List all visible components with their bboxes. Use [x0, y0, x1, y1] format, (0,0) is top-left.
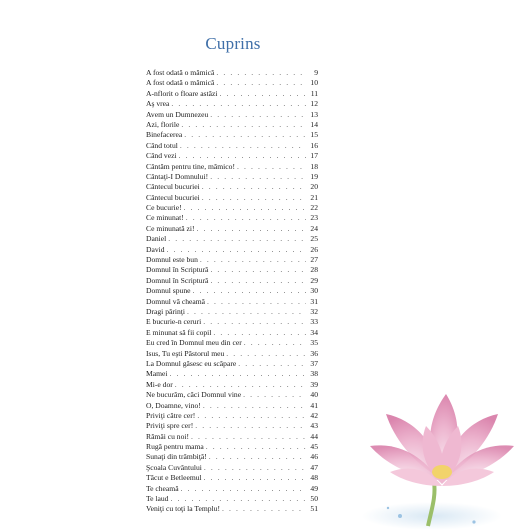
toc-entry — [146, 494, 318, 504]
toc-entry-title: Isus, Tu eşti Păstorul meu — [146, 348, 225, 358]
toc-entry — [146, 276, 318, 286]
flower-center — [432, 465, 452, 479]
dot-leader — [186, 213, 306, 223]
toc-entry-title: E bucurie-n ceruri — [146, 317, 202, 327]
toc-entry-page-number: 9 — [314, 68, 318, 77]
dot-leader — [226, 349, 306, 359]
toc-entry-page-number: 28 — [310, 265, 318, 275]
toc-entry-page-number: 10 — [310, 78, 318, 88]
toc-entry-page-number: 31 — [310, 296, 318, 306]
dot-leader — [197, 411, 306, 421]
toc-entry-title: Veniţi cu toţi la Templu! — [146, 504, 220, 514]
toc-entry-title: Când vezi — [146, 151, 177, 161]
toc-entry — [146, 234, 318, 244]
toc-entry — [146, 390, 318, 400]
toc-entry-title: Priviţi către cer! — [146, 410, 196, 420]
dot-leader — [179, 151, 306, 161]
toc-entry-title: Domnul spune — [146, 286, 191, 296]
dot-leader — [171, 99, 306, 109]
toc-entry — [146, 193, 318, 203]
toc-entry-title: Daniel — [146, 234, 167, 244]
dot-leader — [204, 473, 306, 483]
dot-leader — [207, 297, 306, 307]
toc-entry-page-number: 47 — [310, 462, 318, 472]
dot-leader — [195, 421, 306, 431]
dot-leader — [222, 504, 306, 514]
toc-entry-page-number: 51 — [310, 504, 318, 514]
toc-entry-title: A fost odată o mămică — [146, 68, 215, 77]
toc-entry-title: Cântăm pentru tine, mămico! — [146, 161, 235, 171]
dot-leader — [167, 245, 306, 255]
toc-entry-page-number: 24 — [310, 223, 318, 233]
toc-entry-title: Domnul în Scriptură — [146, 265, 209, 275]
toc-entry-page-number: 22 — [310, 203, 318, 213]
toc-entry — [146, 401, 318, 411]
toc-entry — [146, 380, 318, 390]
dot-leader — [213, 328, 306, 338]
toc-entry-title: Ce minunată zi! — [146, 223, 195, 233]
toc-entry — [146, 432, 318, 442]
dot-leader — [210, 110, 306, 120]
toc-entry-title: David — [146, 244, 165, 254]
toc-entry — [146, 141, 318, 151]
toc-entry-page-number: 30 — [310, 286, 318, 296]
toc-entry-page-number: 37 — [310, 358, 318, 368]
dot-leader — [184, 203, 306, 213]
toc-entry-page-number: 46 — [310, 452, 318, 462]
toc-entry — [146, 349, 318, 359]
dot-leader — [204, 463, 306, 473]
toc-entry — [146, 162, 318, 172]
toc-entry — [146, 504, 318, 514]
toc-entry — [146, 213, 318, 223]
toc-entry-page-number: 13 — [310, 109, 318, 119]
toc-entry-title: Cântecul bucuriei — [146, 182, 200, 192]
toc-entry-page-number: 27 — [310, 255, 318, 265]
toc-entry-page-number: 42 — [310, 410, 318, 420]
dot-leader — [181, 484, 306, 494]
toc-entry — [146, 203, 318, 213]
toc-entry-page-number: 14 — [310, 119, 318, 129]
toc-entry-title: Rugă pentru mama — [146, 442, 204, 452]
dot-leader — [244, 338, 306, 348]
toc-entry-title: Priviţi spre cer! — [146, 421, 194, 431]
toc-entry-title: Când totul — [146, 140, 178, 150]
toc-entry-title: A fost odată o mămică — [146, 78, 215, 88]
toc-entry-title: Cântaţi-I Domnului! — [146, 171, 209, 181]
dot-leader — [219, 89, 306, 99]
toc-entry — [146, 172, 318, 182]
toc-entry-page-number: 45 — [310, 442, 318, 452]
toc-entry-title: Domnul în Scriptură — [146, 275, 209, 285]
dot-leader — [206, 442, 306, 452]
toc-entry — [146, 484, 318, 494]
toc-entry-title: Ce bucurie! — [146, 203, 182, 213]
dot-leader — [203, 317, 306, 327]
toc-entry-title: Te cheamă — [146, 483, 179, 493]
toc-entry — [146, 224, 318, 234]
toc-entry-page-number: 23 — [310, 213, 318, 223]
toc-entry — [146, 255, 318, 265]
toc-entry-title: Eu cred în Domnul meu din cer — [146, 338, 242, 348]
toc-entry-title: Ce minunat! — [146, 213, 184, 223]
toc-entry-title: Domnul este bun — [146, 255, 198, 265]
toc-entry-page-number: 12 — [310, 99, 318, 109]
dot-leader — [197, 224, 307, 234]
dot-leader — [238, 359, 306, 369]
toc-entry-page-number: 16 — [310, 140, 318, 150]
dot-leader — [209, 452, 306, 462]
dot-leader — [175, 380, 306, 390]
toc-entry — [146, 110, 318, 120]
toc-entry-page-number: 43 — [310, 421, 318, 431]
table-of-contents — [146, 68, 318, 515]
toc-entry — [146, 151, 318, 161]
dot-leader — [216, 68, 306, 78]
toc-entry-page-number: 17 — [310, 151, 318, 161]
toc-entry — [146, 120, 318, 130]
dot-leader — [170, 494, 306, 504]
toc-entry — [146, 99, 318, 109]
dot-leader — [210, 276, 306, 286]
droplet — [398, 514, 402, 518]
toc-entry-page-number: 20 — [310, 182, 318, 192]
dot-leader — [210, 172, 306, 182]
toc-entry — [146, 421, 318, 431]
toc-entry — [146, 452, 318, 462]
toc-entry — [146, 307, 318, 317]
toc-entry-title: Dragi părinţi — [146, 306, 186, 316]
toc-entry-title: Avem un Dumnezeu — [146, 109, 209, 119]
toc-entry-title: Sunaţi din trâmbiţă! — [146, 452, 207, 462]
dot-leader — [237, 162, 306, 172]
toc-entry-page-number: 39 — [310, 379, 318, 389]
toc-entry-page-number: 32 — [310, 306, 318, 316]
toc-entry-title: Ne bucurăm, căci Domnul vine — [146, 390, 242, 400]
toc-entry-page-number: 29 — [310, 275, 318, 285]
toc-entry-page-number: 15 — [310, 130, 318, 140]
toc-entry-page-number: 34 — [310, 327, 318, 337]
toc-entry-title: Mamei — [146, 369, 168, 379]
toc-entry-title: Te laud — [146, 494, 169, 504]
toc-entry — [146, 297, 318, 307]
toc-entry — [146, 78, 318, 88]
dot-leader — [168, 234, 306, 244]
dot-leader — [193, 286, 306, 296]
dot-leader — [187, 307, 306, 317]
toc-entry-page-number: 35 — [310, 338, 318, 348]
dot-leader — [210, 265, 306, 275]
lotus-flower-illustration — [362, 376, 530, 530]
toc-entry-page-number: 41 — [310, 400, 318, 410]
toc-entry — [146, 338, 318, 348]
page-title: Cuprins — [205, 34, 261, 53]
dot-leader — [203, 401, 306, 411]
droplet — [472, 520, 475, 523]
droplet — [387, 507, 389, 509]
dot-leader — [191, 432, 306, 442]
toc-entry — [146, 442, 318, 452]
toc-entry-page-number: 21 — [310, 192, 318, 202]
toc-entry-title: Aş vrea — [146, 99, 170, 109]
toc-entry-page-number: 49 — [310, 483, 318, 493]
toc-entry-title: Binefacerea — [146, 130, 183, 140]
dot-leader — [170, 369, 306, 379]
toc-entry-page-number: 36 — [310, 348, 318, 358]
toc-entry — [146, 89, 318, 99]
toc-entry — [146, 411, 318, 421]
toc-entry-title: O, Doamne, vino! — [146, 400, 201, 410]
toc-entry-page-number: 26 — [310, 244, 318, 254]
dot-leader — [202, 182, 306, 192]
toc-entry-title: Şcoala Cuvântului — [146, 462, 202, 472]
toc-entry — [146, 130, 318, 140]
toc-entry-title: E minunat să fii copil — [146, 327, 212, 337]
toc-entry — [146, 369, 318, 379]
toc-entry-title: Domnul vă cheamă — [146, 296, 206, 306]
dot-leader — [184, 130, 306, 140]
dot-leader — [216, 78, 306, 88]
toc-entry — [146, 473, 318, 483]
toc-entry-page-number: 48 — [310, 473, 318, 483]
toc-entry — [146, 359, 318, 369]
dot-leader — [181, 120, 306, 130]
toc-entry-page-number: 33 — [310, 317, 318, 327]
toc-entry-page-number: 38 — [310, 369, 318, 379]
toc-entry — [146, 463, 318, 473]
toc-entry — [146, 245, 318, 255]
toc-entry — [146, 317, 318, 327]
toc-entry-page-number: 11 — [310, 88, 318, 98]
toc-entry-title: A-nflorit o floare astăzi — [146, 88, 218, 98]
dot-leader — [243, 390, 306, 400]
toc-entry — [146, 328, 318, 338]
dot-leader — [180, 141, 306, 151]
toc-entry-title: La Domnul găsesc eu scăpare — [146, 358, 237, 368]
toc-entry-page-number: 40 — [310, 390, 318, 400]
toc-entry — [146, 68, 318, 78]
toc-entry — [146, 182, 318, 192]
dot-leader — [202, 193, 306, 203]
toc-entry-title: Mi-e dor — [146, 379, 173, 389]
dot-leader — [200, 255, 306, 265]
toc-entry-title: Azi, florile — [146, 119, 180, 129]
toc-entry-page-number: 25 — [310, 234, 318, 244]
toc-entry-page-number: 44 — [310, 431, 318, 441]
toc-entry-page-number: 19 — [310, 171, 318, 181]
toc-entry-page-number: 50 — [310, 494, 318, 504]
toc-entry — [146, 265, 318, 275]
toc-entry — [146, 286, 318, 296]
toc-entry-title: Tăcut e Betleemul — [146, 473, 202, 483]
toc-entry-title: Rămâi cu noi! — [146, 431, 190, 441]
toc-entry-title: Cântecul bucuriei — [146, 192, 200, 202]
toc-entry-page-number: 18 — [310, 161, 318, 171]
